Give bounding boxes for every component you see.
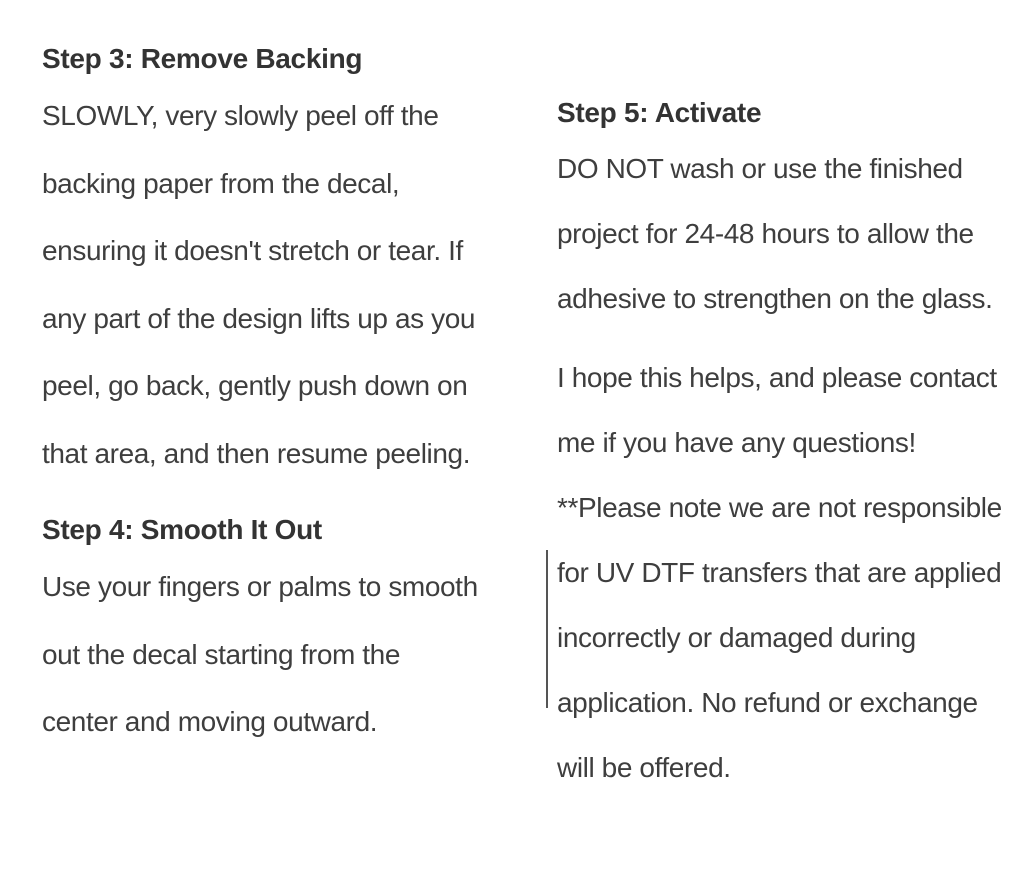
step3-line: that area, and then resume peeling. bbox=[42, 437, 471, 469]
closing-line: me if you have any questions! bbox=[557, 427, 916, 458]
step5-line: DO NOT wash or use the finished bbox=[557, 153, 963, 184]
section-spacer bbox=[557, 331, 1007, 345]
step5-line: adhesive to strengthen on the glass. bbox=[557, 283, 993, 314]
step3-line: peel, go back, gently push down on bbox=[42, 370, 468, 401]
closing-line: I hope this helps, and please contact bbox=[557, 362, 997, 393]
closing-section bbox=[557, 345, 1007, 475]
step4-line: out the decal starting from the bbox=[42, 638, 401, 670]
step4-body bbox=[42, 553, 522, 756]
disclaimer-line: **Please note we are not responsible bbox=[557, 492, 1002, 523]
disclaimer-line: incorrectly or damaged during bbox=[557, 622, 916, 653]
disclaimer-line: for UV DTF transfers that are applied bbox=[557, 557, 1002, 588]
step4-line: center and moving outward. bbox=[42, 706, 378, 737]
left-column bbox=[42, 36, 522, 756]
step5-body bbox=[557, 136, 1007, 331]
disclaimer-section bbox=[557, 475, 1007, 800]
step3-line: backing paper from the decal, bbox=[42, 167, 400, 199]
step3-section bbox=[42, 36, 522, 487]
step4-line: Use your fingers or palms to smooth bbox=[42, 571, 478, 602]
disclaimer-line: will be offered. bbox=[557, 752, 731, 783]
right-column bbox=[557, 90, 1007, 800]
step3-line: ensuring it doesn't stretch or tear. If bbox=[42, 235, 463, 266]
section-spacer bbox=[42, 487, 522, 507]
step4-title: Step 4: Smooth It Out bbox=[42, 514, 322, 545]
step5-title: Step 5: Activate bbox=[557, 97, 762, 128]
step5-line: project for 24-48 hours to allow the bbox=[557, 218, 974, 249]
disclaimer-divider bbox=[546, 550, 548, 708]
disclaimer-line: application. No refund or exchange bbox=[557, 687, 978, 718]
step3-body bbox=[42, 82, 522, 487]
step3-line: SLOWLY, very slowly peel off the bbox=[42, 100, 439, 131]
step3-line: any part of the design lifts up as you bbox=[42, 302, 476, 334]
step4-section bbox=[42, 507, 522, 756]
step5-section bbox=[557, 90, 1007, 331]
step3-title: Step 3: Remove Backing bbox=[42, 43, 363, 74]
